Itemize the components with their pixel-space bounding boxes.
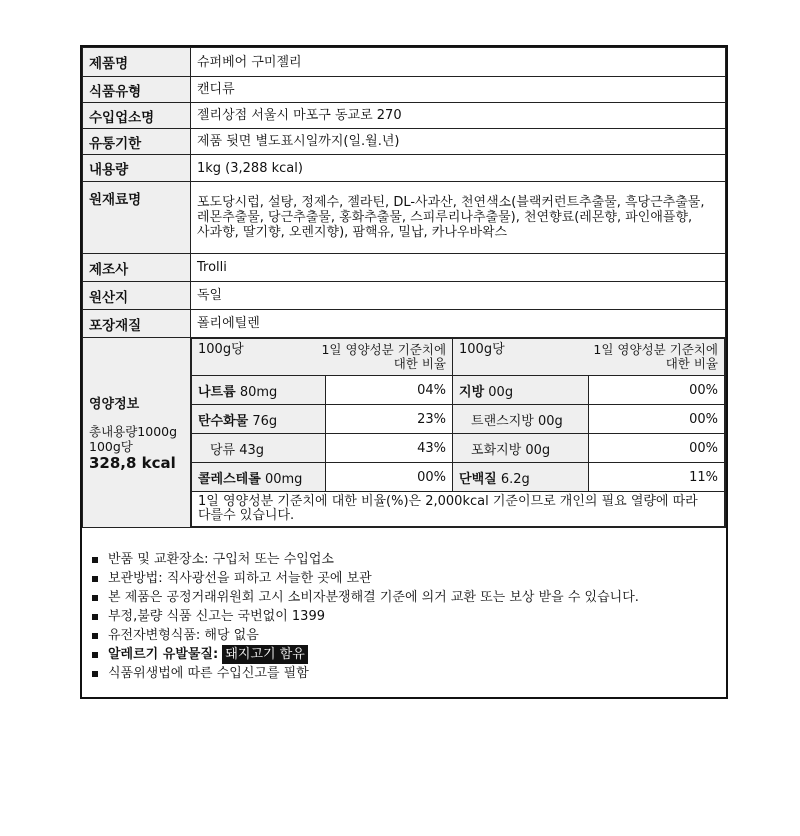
row-manufacturer	[83, 254, 726, 282]
label-importer: 수입업소명	[83, 103, 191, 129]
nutrient-name: 지방 00g	[453, 376, 589, 405]
nutrient-name: 탄수화물 76g	[192, 405, 326, 434]
row-expiry	[83, 129, 726, 155]
row-ingredients	[83, 182, 726, 254]
bullet-icon	[92, 652, 98, 658]
nutrition-header	[192, 339, 725, 376]
header-ref: 대한 비율	[393, 356, 447, 371]
allergy-item	[90, 645, 715, 664]
nutrient-pct: 11%	[589, 463, 725, 492]
value-ingredients	[191, 182, 726, 254]
nutrition-kcal: 328,8 kcal	[89, 454, 176, 472]
nutrition-row	[192, 405, 725, 434]
nutrient-pct: 00%	[326, 463, 453, 492]
nutrition-table	[191, 338, 725, 527]
product-info-box	[80, 45, 728, 699]
row-origin	[83, 282, 726, 310]
label-packaging: 포장재질	[83, 310, 191, 338]
ingredients-line: 레몬추출물, 당근추출물, 홍화추출물, 스피루리나추출물), 천연향료(레몬향, 파인애플향,	[197, 210, 693, 225]
value-expiry: 제품 뒷면 별도표시일까지(일.월.년)	[191, 129, 726, 155]
bullet-icon	[92, 633, 98, 639]
row-product-name	[83, 48, 726, 77]
nutrition-footnote-row	[192, 492, 725, 527]
nutrition-footnote: 1일 영양성분 기준치에 대한 비율(%)은 2,000kcal 기준이므로 개인의 필요 열량에 따라 다를수 있습니다.	[192, 492, 725, 527]
value-net-weight: 1kg (3,288 kcal)	[191, 155, 726, 182]
nutrient-pct: 00%	[589, 376, 725, 405]
header-ref: 대한 비율	[665, 356, 718, 371]
list-item: 식품위생법에 따른 수입신고를 필함	[90, 664, 715, 683]
label-ingredients: 원재료명	[83, 182, 191, 254]
value-packaging: 폴리에틸렌	[191, 310, 726, 338]
nutrient-pct: 43%	[326, 434, 453, 463]
nutrition-title: 영양정보	[89, 397, 140, 412]
label-manufacturer: 제조사	[83, 254, 191, 282]
nutrient-name: 트랜스지방 00g	[453, 405, 589, 434]
nutrient-pct: 00%	[589, 434, 725, 463]
row-nutrition	[83, 338, 726, 528]
label-food-type: 식품유형	[83, 77, 191, 103]
nutrient-name: 포화지방 00g	[453, 434, 589, 463]
nutrition-row	[192, 434, 725, 463]
bullet-icon	[92, 557, 98, 563]
bullet-icon	[92, 614, 98, 620]
nutrition-row	[192, 376, 725, 405]
value-product-name: 슈퍼베어 구미젤리	[191, 48, 726, 77]
list-item: 본 제품은 공정거래위원회 고시 소비자분쟁해결 기준에 의거 교환 또는 보상 받을 수 있습니다.	[90, 588, 715, 607]
notes-list	[90, 550, 715, 683]
list-item: 보관방법: 직사광선을 피하고 서늘한 곳에 보관	[90, 569, 715, 588]
nutrition-total: 총내용량1000g	[89, 424, 178, 439]
nutrient-pct: 23%	[326, 405, 453, 434]
value-origin: 독일	[191, 282, 726, 310]
nutrition-row	[192, 463, 725, 492]
nutrient-pct: 04%	[326, 376, 453, 405]
row-food-type	[83, 77, 726, 103]
nutrition-table-cell	[191, 338, 726, 528]
row-importer	[83, 103, 726, 129]
list-item: 부정,불량 식품 신고는 국번없이 1399	[90, 607, 715, 626]
label-origin: 원산지	[83, 282, 191, 310]
nutrient-name: 나트륨 80mg	[192, 376, 326, 405]
header-per: 100g당	[198, 342, 244, 357]
bullet-icon	[92, 671, 98, 677]
label-product-name: 제품명	[83, 48, 191, 77]
row-net-weight	[83, 155, 726, 182]
ingredients-line: 포도당시럽, 설탕, 정제수, 젤라틴, DL-사과산, 천연색소(블랙커런트추출물, 흑당근추출물,	[197, 195, 705, 210]
nutrition-label-cell	[83, 338, 191, 528]
allergy-value: 돼지고기 함유	[222, 645, 307, 664]
bullet-icon	[92, 576, 98, 582]
value-manufacturer: Trolli	[191, 254, 726, 282]
nutrient-name: 콜레스테롤 00mg	[192, 463, 326, 492]
ingredients-line: 사과향, 딸기향, 오렌지향), 팜핵유, 밀납, 카나우바왁스	[197, 225, 508, 240]
nutrient-name: 단백질 6.2g	[453, 463, 589, 492]
bullet-icon	[92, 595, 98, 601]
nutrition-per: 100g당	[89, 439, 133, 454]
header-per: 100g당	[459, 342, 505, 357]
list-item: 유전자변형식품: 해당 없음	[90, 626, 715, 645]
nutrient-pct: 00%	[589, 405, 725, 434]
row-packaging	[83, 310, 726, 338]
label-net-weight: 내용량	[83, 155, 191, 182]
nutrient-name: 당류 43g	[192, 434, 326, 463]
value-food-type: 캔디류	[191, 77, 726, 103]
header-ref: 1일 영양성분 기준치에	[593, 342, 718, 357]
allergy-label: 알레르기 유발물질:	[108, 647, 219, 662]
list-item: 반품 및 교환장소: 구입처 또는 수입업소	[90, 550, 715, 569]
header-ref: 1일 영양성분 기준치에	[321, 342, 447, 357]
value-importer: 젤리상점 서울시 마포구 동교로 270	[191, 103, 726, 129]
label-expiry: 유통기한	[83, 129, 191, 155]
product-info-table	[82, 47, 726, 528]
